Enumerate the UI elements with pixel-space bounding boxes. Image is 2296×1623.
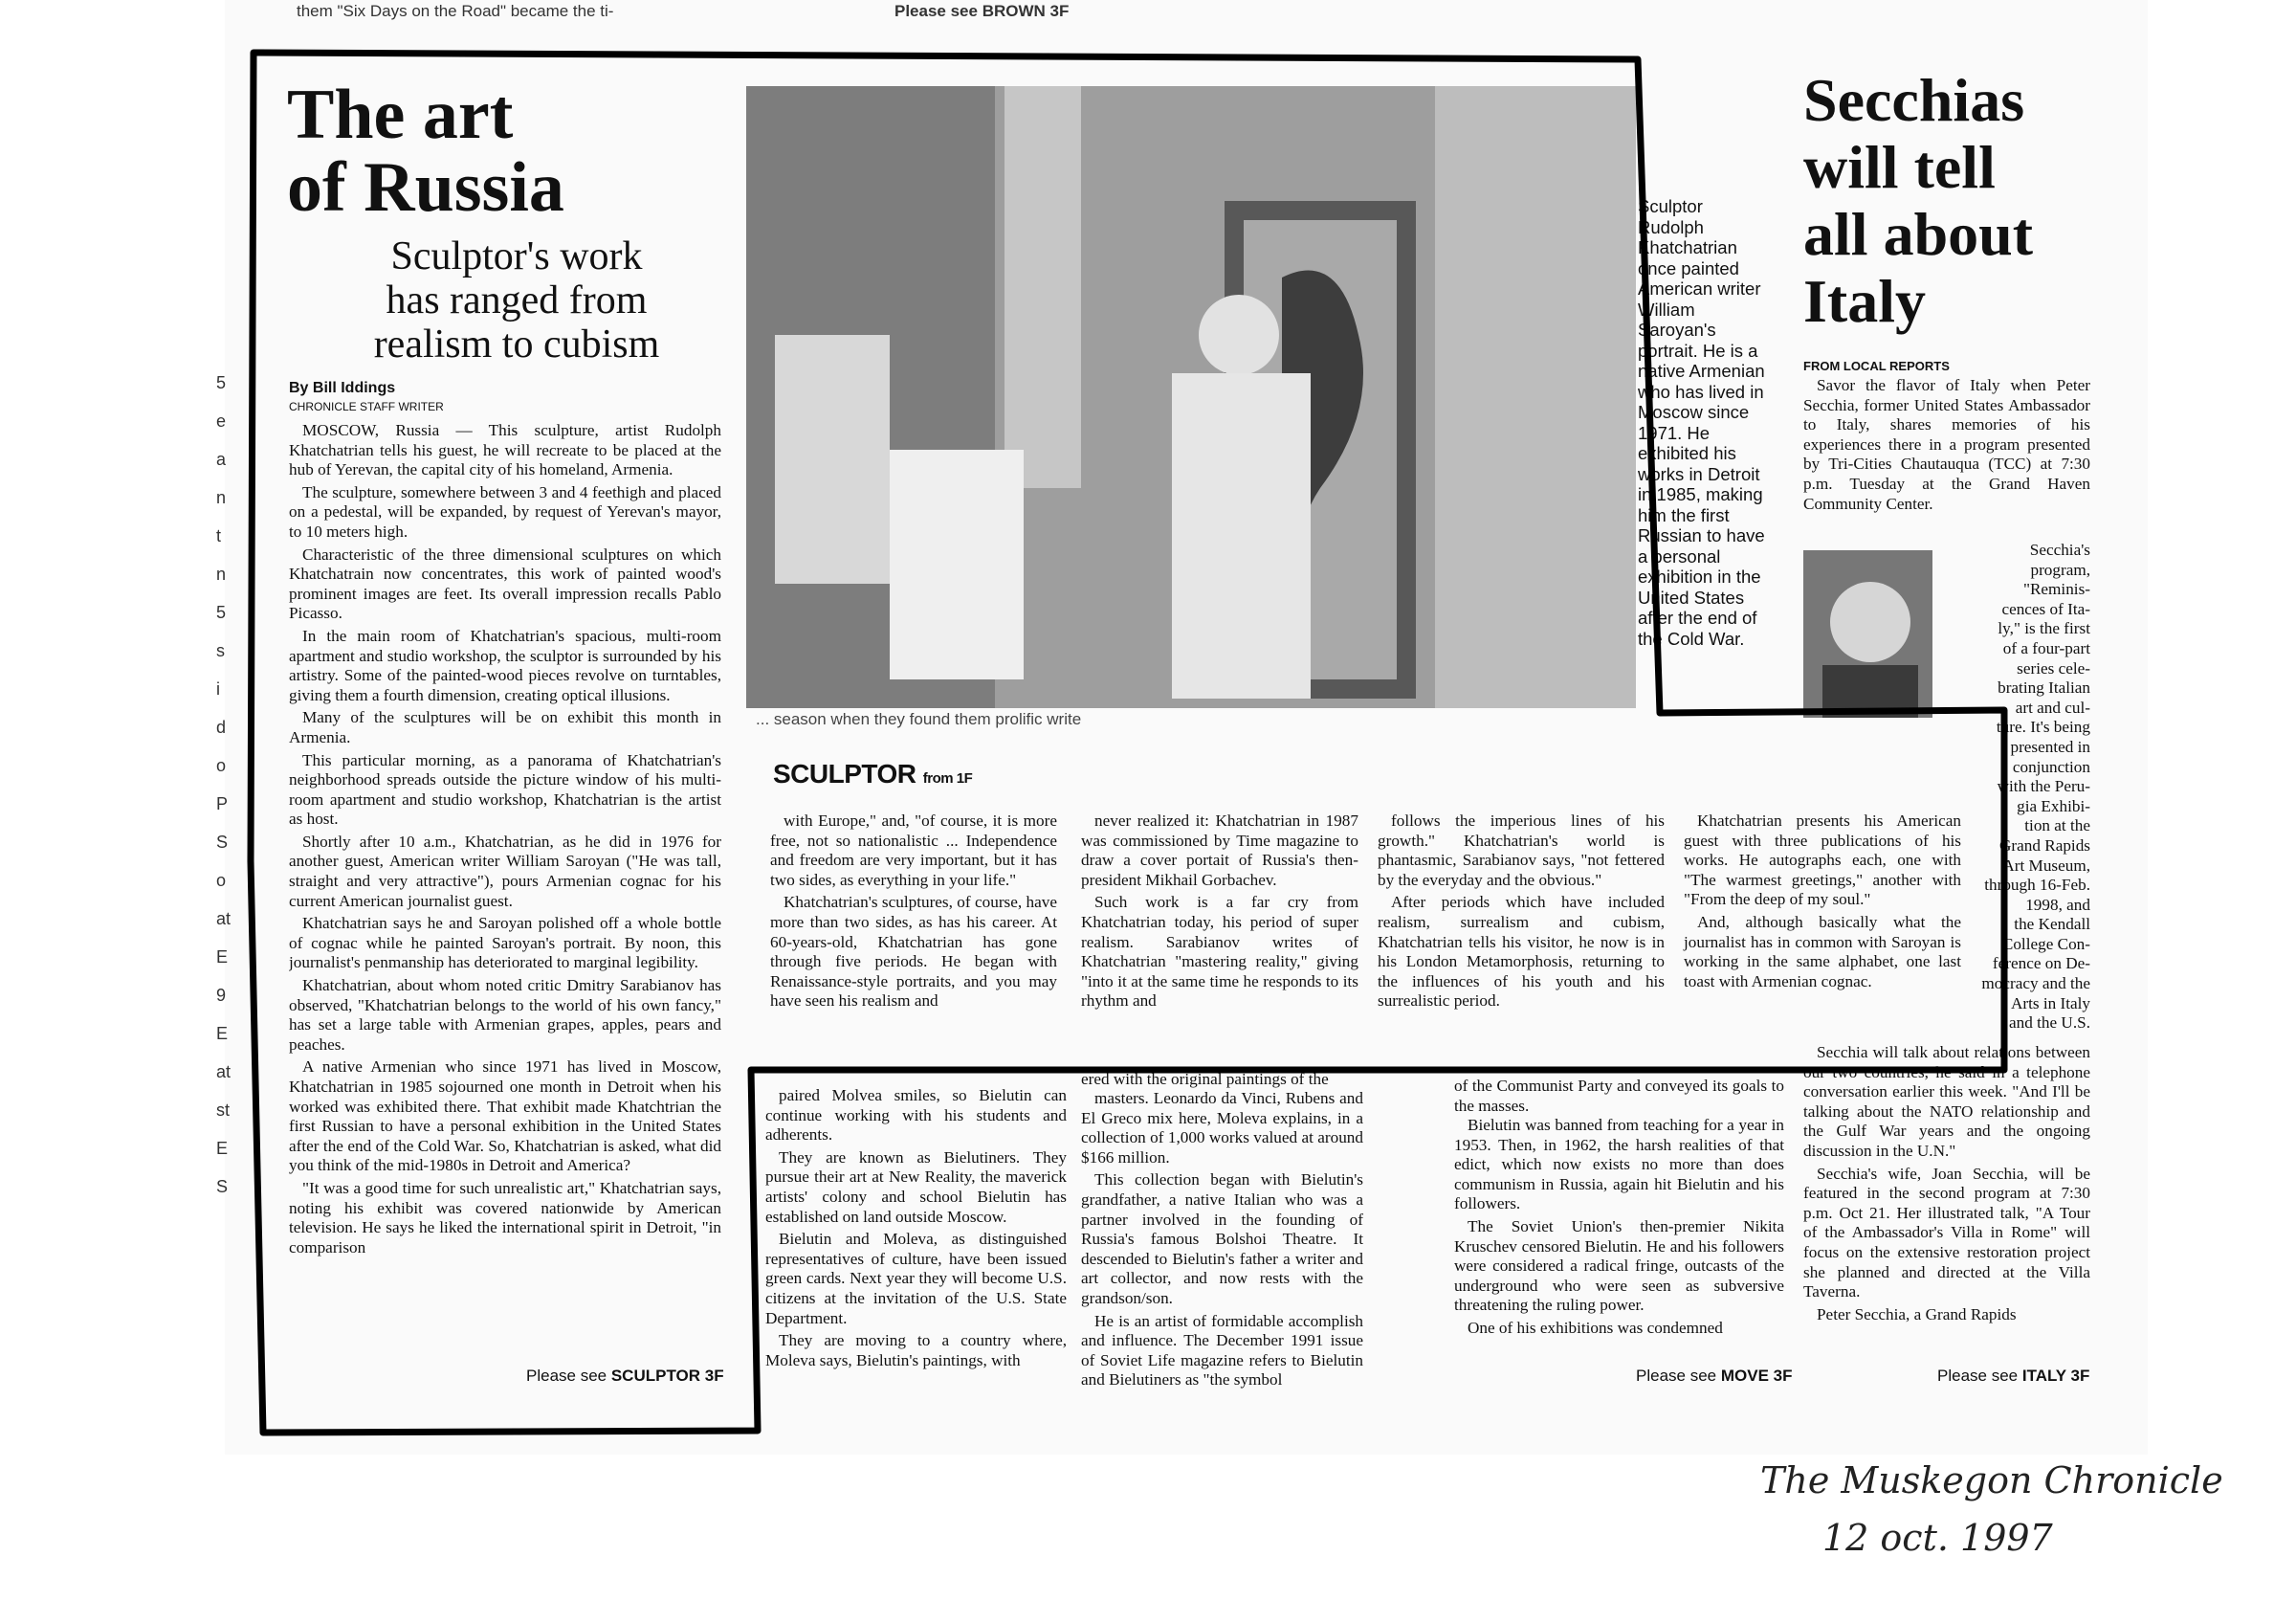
see-ref: ITALY 3F xyxy=(2021,1367,2090,1385)
wrap-line: ture. It's being xyxy=(1996,718,2090,737)
story1-byline-title: CHRONICLE STAFF WRITER xyxy=(289,400,444,413)
headline-line: The art xyxy=(287,76,514,154)
paragraph: Secchia will talk about relations between our two countries, he said in a telephone conversation earlier this week. "And I'll be talking about the NATO relationship and the Gulf War years and the ongoing discussion in the U.N." xyxy=(1803,1043,2090,1160)
paragraph: They are known as Bielutiners. They pursue their art at New Reality, the maverick artists' colony and school Bielutin has established on land outside Moscow. xyxy=(765,1147,1067,1226)
wrap-line: the Kendall xyxy=(2014,915,2090,934)
paragraph: Such work is a far cry from Khatchatrian today, his period of super realism. Sarabianov writes of Khatchatrian "mastering reality," giving "into it at the same time he responds to its rhythm and xyxy=(1081,893,1358,1011)
paragraph: Khatchatrian, about whom noted critic Dmitry Sarabianov has observed, "Khatchatrian belongs to the world of his own fancy," has set a large table with Armenian grapes, apples, pears and peaches. xyxy=(289,976,721,1054)
paragraph: Bielutin was banned from teaching for a year in 1953. Then, in 1962, the harsh realities of that edict, which now exists no more than does communism in Russia, again hit Bielutin and his followers. xyxy=(1454,1116,1784,1213)
deck-line: Sculptor's work xyxy=(390,234,643,278)
margin-letter: at xyxy=(216,1062,232,1081)
paragraph: Savor the flavor of Italy when Peter Secchia, former United States Ambassador to Italy, shares memories of his experiences there in a program presented by Tri-Cities Chautauqua (TCC) at 7:30 p.m. Tuesday at the Grand Haven Community Center. xyxy=(1803,376,2090,513)
handwritten-date: 12 oct. 1997 xyxy=(1822,1517,2053,1559)
headline-line: of Russia xyxy=(287,148,564,227)
see-label: Please see xyxy=(526,1367,611,1385)
jump-from: from 1F xyxy=(922,770,973,787)
paragraph: This collection began with Bielutin's grandfather, a native Italian who was a partner involved in the founding of Russia's famous Bolshoi Theatre. It descended to Bielutin's father a writer and art collector, and now rests with the grandson/son. xyxy=(1081,1170,1363,1307)
see-label: Please see xyxy=(1636,1367,1721,1385)
margin-letter: o xyxy=(216,871,227,890)
wrap-line: Grand Rapids xyxy=(1999,835,2090,855)
paragraph: A native Armenian who since 1971 has lived in Moscow, Khatchatrian in 1985 sojourned one month in Detroit when his worked was exhibited there. That exhibit made Khatchtrian the first Russian to have a personal exhibition in the United States after the end of the Cold War. So, Khatchatrian is asked, what did you think of the mid-1980s in Detroit and America? xyxy=(289,1057,721,1175)
wrap-line: art and cul- xyxy=(2015,698,2090,717)
deck-line: realism to cubism xyxy=(373,322,660,367)
paragraph: follows the imperious lines of his growth." Khatchatrian's world is phantasmic, Sarabianov says, "not fettered by the everyday and the obvious." xyxy=(1378,812,1665,889)
margin-letter: S xyxy=(216,1177,229,1196)
paragraph: Characteristic of the three dimensional sculptures on which Khatchatrain now concentrates, this work of painted wood's prominent images are feet. Its overall impression recalls Pablo Picasso. xyxy=(289,545,721,623)
paragraph: masters. Leonardo da Vinci, Rubens and El Greco mix here, Moleva explains, in a collection of 1,000 works valued at around $166 million. xyxy=(1081,1089,1363,1167)
margin-letter: s xyxy=(216,641,225,660)
paragraph: In the main room of Khatchatrian's spacious, multi-room apartment and studio workshop, the sculptor is surrounded by his artistry. Some of the painted-wood pieces revolve on turntables, giving them a fourth dimension, creating optical illusions. xyxy=(289,626,721,704)
paragraph: The sculpture, somewhere between 3 and 4 feethigh and placed on a pedestal, will be expanded, by request of Yerevan's mayor, to 10 meters high. xyxy=(289,482,721,541)
paragraph: never realized it: Khatchatrian in 1987 was commissioned by Time magazine to draw a cover portait of Russia's then-president Mikhail Gorbachev. xyxy=(1081,812,1358,889)
margin-letter: o xyxy=(216,756,227,775)
handwritten-source: The Muskegon Chronicle xyxy=(1760,1459,2223,1501)
paragraph: Khatchatrian says he and Saroyan polished off a whole bottle of cognac while he painted Saroyan's portrait. By noon, this journalist's penmanship has deteriorated to marginal legibility. xyxy=(289,914,721,972)
paragraph: He is an artist of formidable accomplish and influence. The December 1991 issue of Soviet Life magazine refers to Bielutin and Bielutiners as "the symbol xyxy=(1081,1311,1363,1390)
see-label: Please see xyxy=(1937,1367,2022,1385)
margin-letter: 9 xyxy=(216,986,227,1005)
photo-cut-text: ... season when they found them prolific write xyxy=(756,710,1082,728)
deck-line: has ranged from xyxy=(386,278,648,322)
story3-column-3-top: of the Communist Party and conveyed its goals to the masses. xyxy=(1454,1077,1784,1115)
headline-line: all about xyxy=(1803,200,2034,268)
wrap-line: presented in xyxy=(2010,737,2090,756)
marker-stroke xyxy=(251,53,2004,1433)
wrap-line: conjunction xyxy=(2012,757,2090,776)
jump-title: SCULPTOR xyxy=(773,759,916,789)
margin-letter: i xyxy=(216,679,220,699)
margin-letter: S xyxy=(216,833,229,852)
paragraph: with Europe," and, "of course, it is more free, not so nationalistic ... Independence and freedom are very important, but it has two sides, as everything in your life." xyxy=(770,812,1057,889)
wrap-line: ly," is the first xyxy=(1998,619,2090,638)
margin-letter: 5 xyxy=(216,373,227,392)
margin-letter: at xyxy=(216,909,232,928)
wrap-line: gia Exhibi- xyxy=(2017,796,2090,815)
paragraph: Bielutin and Moleva, as distinguished representatives of culture, have been issued green cards. Next year they will become U.S. citizens at the invitation of the U.S. State Department. xyxy=(765,1230,1067,1327)
story1-byline: By Bill Iddings xyxy=(289,380,396,396)
paragraph: Secchia's wife, Joan Secchia, will be featured in the second program at 7:30 p.m. Oct 21. Her illustrated talk, "A Tour of the Ambassador's Villa in Rome" will focus on the extensive restoration project she planned and directed at the Villa Taverna. xyxy=(1803,1164,2090,1301)
story2-byline: FROM LOCAL REPORTS xyxy=(1803,359,1950,373)
wrap-line: ference on De- xyxy=(1992,954,2090,973)
wrap-line: and the U.S. xyxy=(2009,1013,2090,1033)
wrap-line: tion at the xyxy=(2024,816,2090,835)
margin-letter: a xyxy=(216,450,227,469)
margin-letter: E xyxy=(216,1024,229,1043)
paragraph: And, although basically what the journalist has in common with Saroyan is working in the same alphabet, one last toast with Armenian cognac. xyxy=(1684,912,1961,990)
paragraph: Khatchatrian's sculptures, of course, have more than two sides, as has his career. At 60-years-old, Khatchatrian has gone through five periods. He began with Renaissance-style portraits, and you may have seen his realism and xyxy=(770,893,1057,1011)
margin-letter: st xyxy=(216,1101,231,1120)
wrap-line: mocracy and the xyxy=(1981,974,2090,993)
see-ref: MOVE 3F xyxy=(1720,1367,1793,1385)
margin-letter: n xyxy=(216,565,227,584)
headline-line: will tell xyxy=(1803,133,1996,201)
wrap-line: cences of Ita- xyxy=(2001,599,2090,618)
wrap-line: Secchia's xyxy=(2029,541,2090,559)
paragraph: After periods which have included realism, surrealism and cubism, Khatchatrian tells his visitor, he now is in his London Metamorphosis, returning to the influences of his youth and his surrealistic period. xyxy=(1378,893,1665,1011)
headline-line: Secchias xyxy=(1803,66,2025,134)
margin-letter: d xyxy=(216,718,227,737)
wrap-line: Art Museum, xyxy=(2002,856,2090,875)
wrap-line: through 16-Feb. xyxy=(1984,876,2090,895)
paragraph: Shortly after 10 a.m., Khatchatrian, as he did in 1976 for another guest, American writer William Saroyan ("He was tall, straight and very attractive"), pours Armenian cognac for his current American journalist guest. xyxy=(289,832,721,910)
fragment-top-left: them "Six Days on the Road" became the ti- xyxy=(297,2,614,20)
paragraph: Khatchatrian presents his American guest with three publications of his works. He autographs each, one with "The warmest greetings," another with "From the deep of my soul." xyxy=(1684,812,1961,909)
paragraph: One of his exhibitions was condemned xyxy=(1468,1318,1723,1337)
wrap-line: series cele- xyxy=(2017,658,2090,678)
wrap-line: program, xyxy=(2030,560,2090,579)
wrap-line: with the Peru- xyxy=(1997,777,2090,796)
paragraph: "It was a good time for such unrealistic art," Khatchatrian says, noting his exhibit was covered nationwide by American television. He says he liked the international spirit in Detroit, "in comparison xyxy=(289,1178,721,1256)
paragraph: The Soviet Union's then-premier Nikita Kruschev censored Bielutin. He and his followers were considered a radical fringe, outcasts of the underground who were seen as subversive threatening the ruling power. xyxy=(1454,1216,1784,1315)
margin-letter: t xyxy=(216,526,222,545)
wrap-line: 1998, and xyxy=(2025,895,2090,914)
see-ref: SCULPTOR 3F xyxy=(610,1367,724,1385)
paragraph: MOSCOW, Russia — This sculpture, artist Rudolph Khatchatrian tells his guest, he will recreate to be placed at the hub of Yerevan, the capital city of his homeland, Armenia. xyxy=(289,421,721,479)
margin-letter: e xyxy=(216,411,227,431)
wrap-line: "Reminis- xyxy=(2022,580,2090,599)
margin-letter: n xyxy=(216,488,227,507)
wrap-line: Arts in Italy xyxy=(2010,993,2090,1012)
story3-column-2-top: ered with the original paintings of the xyxy=(1081,1070,1329,1088)
wrap-line: of a four-part xyxy=(2002,638,2090,657)
paragraph: paired Molvea smiles, so Bielutin can continue working with his students and adherents. xyxy=(765,1086,1067,1145)
margin-letter: E xyxy=(216,947,229,967)
paragraph: Peter Secchia, a Grand Rapids xyxy=(1817,1304,2017,1323)
headline-line: Italy xyxy=(1803,267,1926,335)
paragraph: They are moving to a country where, Moleva says, Bielutin's paintings, with xyxy=(765,1331,1067,1369)
wrap-line: College Con- xyxy=(2001,934,2090,953)
margin-letter: E xyxy=(216,1139,229,1158)
wrap-line: brating Italian xyxy=(1998,678,2090,698)
fragment-top-center: Please see BROWN 3F xyxy=(894,2,1070,20)
photo-caption: Sculptor Rudolph Khatchatrian once painted American writer William Saroyan's portrait. He is a native Armenian who has lived in Moscow since 1971. He exhibited his works in Detroit in 1985, making him the first Russian to have a personal exhibition in the United States after the end of the Cold War. xyxy=(1638,196,1765,649)
paragraph: This particular morning, as a panorama of Khatchatrian's neighborhood spreads outside the picture window of his multi-room apartment and studio workshop, Khatchatrian is the artist as host. xyxy=(289,750,721,829)
paragraph: Many of the sculptures will be on exhibit this month in Armenia. xyxy=(289,708,721,746)
margin-letter: 5 xyxy=(216,603,227,622)
margin-letter: P xyxy=(216,794,229,813)
